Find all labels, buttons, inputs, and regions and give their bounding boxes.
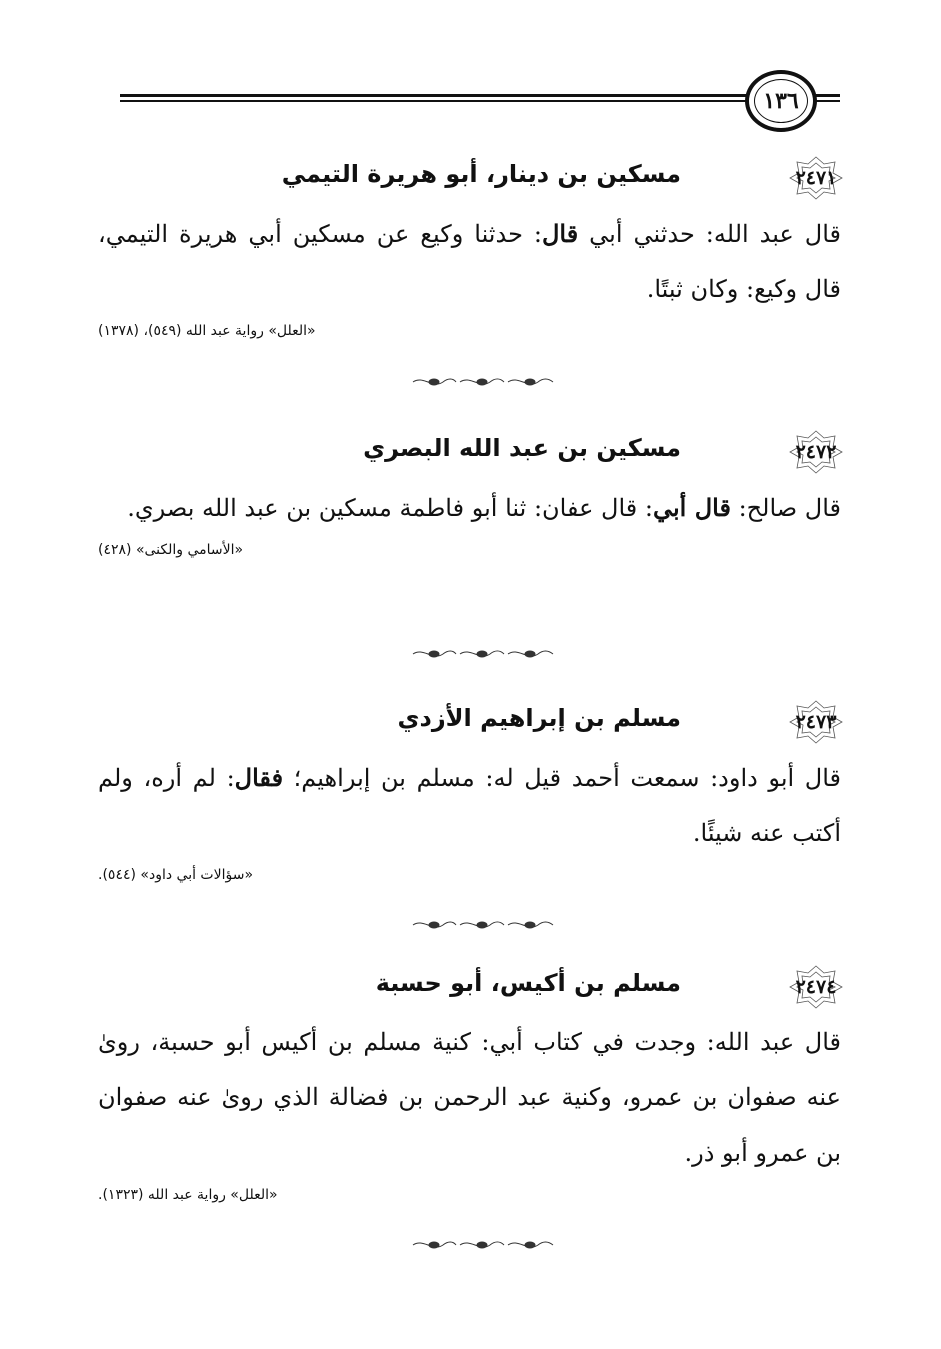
- entry-heading: [0, 965, 941, 1015]
- body-text: قال عبد الله: حدثني أبي: [578, 220, 841, 248]
- source-citation: «العلل» رواية عبد الله (١٣٢٣).: [98, 1187, 278, 1203]
- entry-2474: [0, 965, 941, 1203]
- entry-number-badge: [787, 700, 845, 744]
- entry-number: ٢٤٧٣: [795, 711, 837, 733]
- header-rule-thick: [120, 94, 840, 97]
- entry-source: [0, 1187, 941, 1203]
- entry-2472: [0, 430, 941, 558]
- entry-heading: [0, 430, 941, 480]
- body-text-cont: : لم أره، ولم أكتب عنه شيئًا.: [98, 764, 841, 847]
- entry-number: ٢٤٧٤: [795, 976, 837, 998]
- entry-source: [0, 867, 941, 883]
- entry-body: [0, 1015, 941, 1181]
- divider-ornament-icon: [408, 647, 558, 661]
- body-text-cont: : حدثنا وكيع عن مسكين أبي هريرة التيمي، قال وكيع: وكان ثبتًا.: [98, 220, 841, 303]
- entry-number-badge: [787, 430, 845, 474]
- body-text: قال أبو داود: سمعت أحمد قيل له: مسلم بن إبراهيم؛: [283, 764, 841, 792]
- divider-ornament-icon: [408, 918, 558, 932]
- entry-title: مسلم بن أكيس، أبو حسبة: [375, 969, 681, 997]
- body-text: قال عبد الله: وجدت في كتاب أبي: كنية مسلم بن أكيس أبو حسبة، روىٰ عنه صفوان بن عمرو، وكنية عبد الرحمن بن فضالة الذي روىٰ عنه صفوان بن عمرو أبو ذر.: [98, 1028, 841, 1167]
- body-bold-text: قال: [541, 219, 579, 248]
- source-citation: «الأسامي والكنى» (٤٢٨): [98, 542, 244, 558]
- body-bold-text: قال أبي: [653, 493, 731, 522]
- source-citation: «العلل» رواية عبد الله (٥٤٩)، (١٣٧٨): [98, 323, 316, 339]
- entry-title: مسكين بن دينار، أبو هريرة التيمي: [281, 160, 681, 188]
- entry-title: مسكين بن عبد الله البصري: [363, 434, 681, 462]
- header-rule-thin: [120, 100, 840, 102]
- entry-source: [0, 542, 941, 558]
- entry-number: ٢٤٧٢: [795, 441, 837, 463]
- header-rule: [120, 94, 840, 106]
- entry-heading: [0, 700, 941, 750]
- page-number: ١٣٦: [745, 70, 817, 132]
- entry-2471: [0, 156, 941, 339]
- divider-ornament-icon: [408, 1238, 558, 1252]
- entry-body: [0, 750, 941, 861]
- body-text: قال صالح:: [730, 494, 841, 522]
- entry-number-badge: [787, 965, 845, 1009]
- entry-number: ٢٤٧١: [795, 167, 837, 189]
- entry-heading: [0, 156, 941, 206]
- source-citation: «سؤالات أبي داود» (٥٤٤).: [98, 867, 254, 883]
- divider-ornament-icon: [408, 375, 558, 389]
- entry-2473: [0, 700, 941, 883]
- entry-title: مسلم بن إبراهيم الأزدي: [397, 704, 681, 732]
- entry-body: [0, 480, 941, 536]
- body-text-cont: : قال عفان: ثنا أبو فاطمة مسكين بن عبد الله بصري.: [127, 494, 653, 522]
- entry-source: [0, 323, 941, 339]
- body-bold-text: فقال: [234, 763, 284, 792]
- entry-number-badge: [787, 156, 845, 200]
- entry-body: [0, 206, 941, 317]
